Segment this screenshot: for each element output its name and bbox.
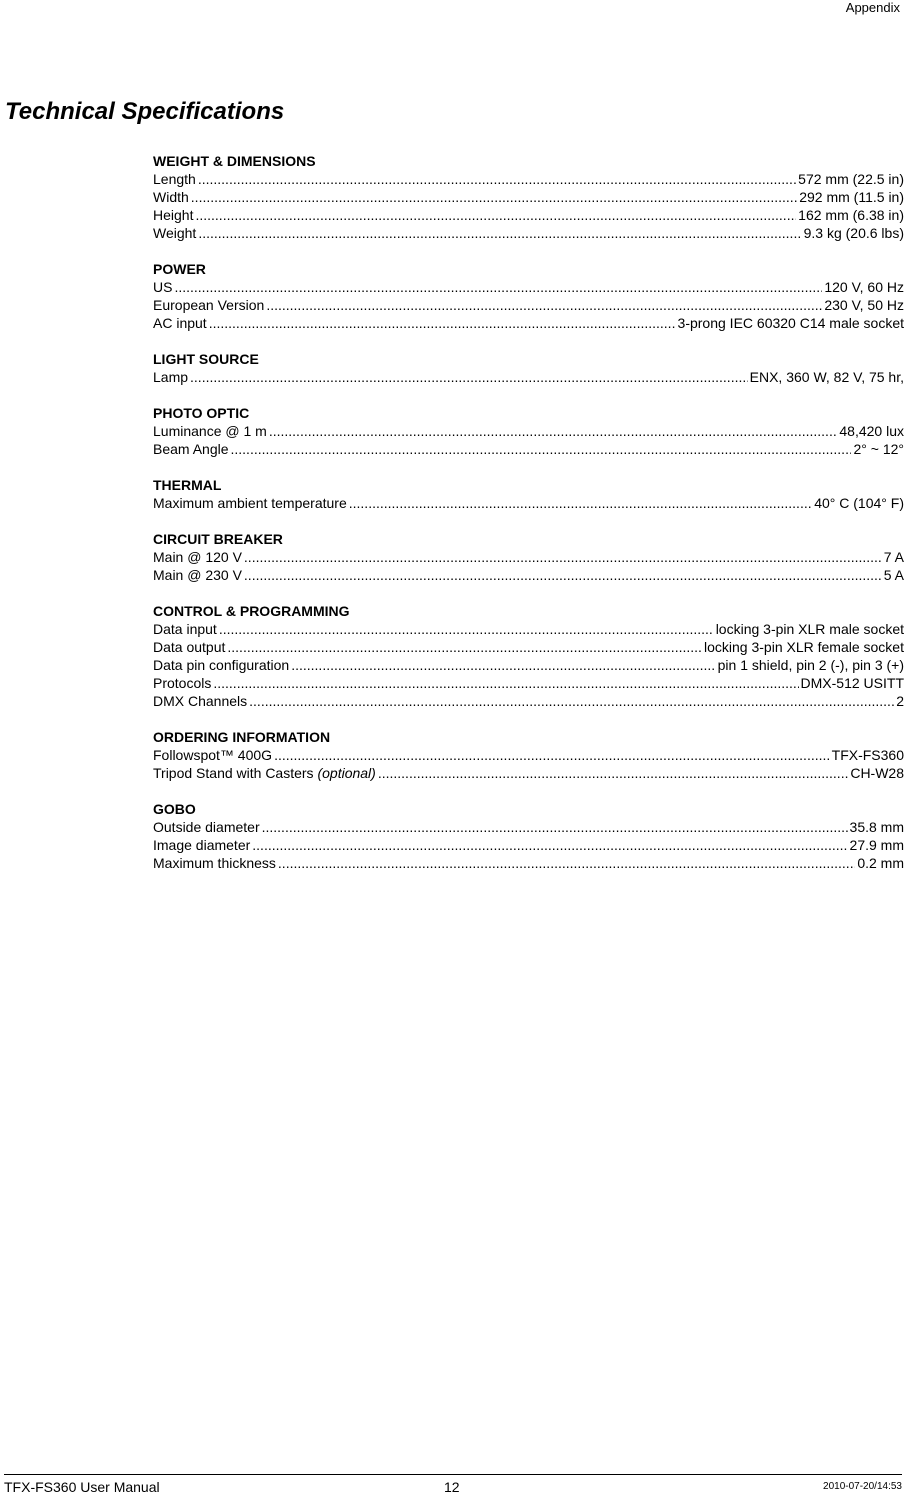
spec-row <box>153 674 904 692</box>
spec-label <box>153 224 196 242</box>
spec-value: 7 A <box>883 549 904 565</box>
spec-row <box>153 638 904 656</box>
spec-row <box>153 188 904 206</box>
section-heading: THERMAL <box>153 477 222 493</box>
dot-leader <box>191 188 797 206</box>
spec-label <box>153 566 242 584</box>
spec-label <box>153 296 264 314</box>
section-heading: PHOTO OPTIC <box>153 405 250 421</box>
footer-page-number: 12 <box>444 1479 460 1495</box>
spec-label-note: (optional) <box>317 765 376 781</box>
dot-leader <box>198 170 796 188</box>
spec-row <box>153 296 904 314</box>
spec-label <box>153 206 193 224</box>
spec-value: pin 1 shield, pin 2 (-), pin 3 (+) <box>717 657 904 673</box>
spec-label-text: Beam Angle <box>153 441 229 457</box>
page-title: Technical Specifications <box>5 98 285 125</box>
spec-label <box>153 674 211 692</box>
spec-value: locking 3-pin XLR male socket <box>715 621 904 637</box>
spec-label-text: Main @ 230 V <box>153 567 242 583</box>
spec-label-text: Width <box>153 189 189 205</box>
dot-leader <box>195 206 796 224</box>
spec-value: TFX-FS360 <box>831 747 904 763</box>
spec-label <box>153 494 347 512</box>
page-footer <box>4 1474 902 1494</box>
spec-value: locking 3-pin XLR female socket <box>704 639 904 655</box>
dot-leader <box>219 620 714 638</box>
dot-leader <box>227 638 702 656</box>
spec-value: 40° C (104° F) <box>814 495 904 511</box>
spec-label-text: Followspot™ 400G <box>153 747 273 763</box>
spec-row <box>153 692 904 710</box>
spec-label-text: Data input <box>153 621 217 637</box>
section-heading: GOBO <box>153 801 196 817</box>
spec-row <box>153 764 904 782</box>
section-heading: WEIGHT & DIMENSIONS <box>153 153 316 169</box>
dot-leader <box>291 656 715 674</box>
spec-label <box>153 620 217 638</box>
footer-manual-name: TFX-FS360 User Manual <box>4 1479 160 1495</box>
spec-value: 120 V, 60 Hz <box>824 279 904 295</box>
dot-leader <box>249 692 894 710</box>
spec-label-text: Protocols <box>153 675 212 691</box>
dot-leader <box>274 746 830 764</box>
spec-section <box>153 404 904 458</box>
spec-label <box>153 422 267 440</box>
spec-label-text: AC input <box>153 315 207 331</box>
spec-label <box>153 170 196 188</box>
spec-value: 35.8 mm <box>849 819 904 835</box>
dot-leader <box>190 368 748 386</box>
dot-leader <box>209 314 676 332</box>
dot-leader <box>269 422 838 440</box>
spec-value: 162 mm (6.38 in) <box>798 207 904 223</box>
spec-label <box>153 638 225 656</box>
spec-label <box>153 692 247 710</box>
spec-label-text: Lamp <box>153 369 189 385</box>
dot-leader <box>266 296 822 314</box>
spec-label-text: Maximum ambient temperature <box>153 495 347 511</box>
dot-leader <box>231 440 852 458</box>
spec-label-text: Weight <box>153 225 197 241</box>
section-heading: ORDERING INFORMATION <box>153 729 331 745</box>
section-heading: CIRCUIT BREAKER <box>153 531 283 547</box>
spec-value: ENX, 360 W, 82 V, 75 hr, <box>749 369 904 385</box>
spec-row <box>153 854 904 872</box>
spec-label <box>153 548 242 566</box>
spec-row <box>153 746 904 764</box>
spec-row <box>153 548 904 566</box>
spec-label-text: Length <box>153 171 196 187</box>
dot-leader <box>349 494 812 512</box>
spec-value: 3-prong IEC 60320 C14 male socket <box>677 315 904 331</box>
spec-label <box>153 854 276 872</box>
spec-list <box>153 152 904 890</box>
spec-value: 48,420 lux <box>839 423 904 439</box>
dot-leader <box>252 836 847 854</box>
spec-label-text: Tripod Stand with Casters <box>153 765 314 781</box>
spec-label-text: US <box>153 279 173 295</box>
dot-leader <box>174 278 822 296</box>
dot-leader <box>213 674 798 692</box>
spec-label <box>153 656 289 674</box>
spec-section <box>153 602 904 710</box>
spec-label-text: Image diameter <box>153 837 251 853</box>
spec-row <box>153 170 904 188</box>
spec-section <box>153 530 904 584</box>
section-heading: LIGHT SOURCE <box>153 351 259 367</box>
spec-row <box>153 368 904 386</box>
dot-leader <box>198 224 801 242</box>
spec-value: 0.2 mm <box>857 855 904 871</box>
spec-label <box>153 746 272 764</box>
running-header: Appendix <box>845 0 900 15</box>
dot-leader <box>278 854 855 872</box>
spec-row <box>153 494 904 512</box>
spec-row <box>153 224 904 242</box>
spec-row <box>153 566 904 584</box>
spec-label-text: Outside diameter <box>153 819 260 835</box>
spec-value: 5 A <box>883 567 904 583</box>
spec-row <box>153 818 904 836</box>
spec-value: 27.9 mm <box>849 837 904 853</box>
spec-row <box>153 656 904 674</box>
spec-row <box>153 620 904 638</box>
spec-section <box>153 800 904 872</box>
spec-section <box>153 476 904 512</box>
spec-section <box>153 260 904 332</box>
spec-row <box>153 836 904 854</box>
spec-value: 572 mm (22.5 in) <box>798 171 904 187</box>
spec-value: CH-W28 <box>850 765 904 781</box>
spec-row <box>153 278 904 296</box>
spec-label <box>153 818 260 836</box>
spec-label-text: Luminance @ 1 m <box>153 423 267 439</box>
spec-label <box>153 836 250 854</box>
spec-label-text: Height <box>153 207 194 223</box>
dot-leader <box>244 566 882 584</box>
spec-value: 292 mm (11.5 in) <box>799 189 904 205</box>
spec-label-text: Data pin configuration <box>153 657 290 673</box>
spec-label <box>153 764 376 782</box>
section-heading: POWER <box>153 261 206 277</box>
dot-leader <box>244 548 882 566</box>
spec-value: 230 V, 50 Hz <box>824 297 904 313</box>
spec-label <box>153 440 229 458</box>
section-heading: CONTROL & PROGRAMMING <box>153 603 350 619</box>
dot-leader <box>378 764 849 782</box>
spec-row <box>153 422 904 440</box>
spec-section <box>153 728 904 782</box>
spec-section <box>153 152 904 242</box>
dot-leader <box>262 818 848 836</box>
spec-row <box>153 206 904 224</box>
spec-value: 2° ~ 12° <box>853 441 904 457</box>
spec-label <box>153 188 189 206</box>
spec-value: 2 <box>896 693 904 709</box>
spec-label <box>153 278 172 296</box>
spec-section <box>153 350 904 386</box>
spec-label-text: DMX Channels <box>153 693 248 709</box>
spec-label-text: Maximum thickness <box>153 855 276 871</box>
spec-label-text: Main @ 120 V <box>153 549 242 565</box>
footer-timestamp: 2010-07-20/14:53 <box>823 1481 902 1492</box>
spec-label-text: Data output <box>153 639 226 655</box>
spec-label <box>153 314 207 332</box>
spec-label-text: European Version <box>153 297 265 313</box>
spec-row <box>153 440 904 458</box>
spec-value: DMX-512 USITT <box>800 675 904 691</box>
spec-value: 9.3 kg (20.6 lbs) <box>803 225 904 241</box>
spec-row <box>153 314 904 332</box>
spec-label <box>153 368 188 386</box>
